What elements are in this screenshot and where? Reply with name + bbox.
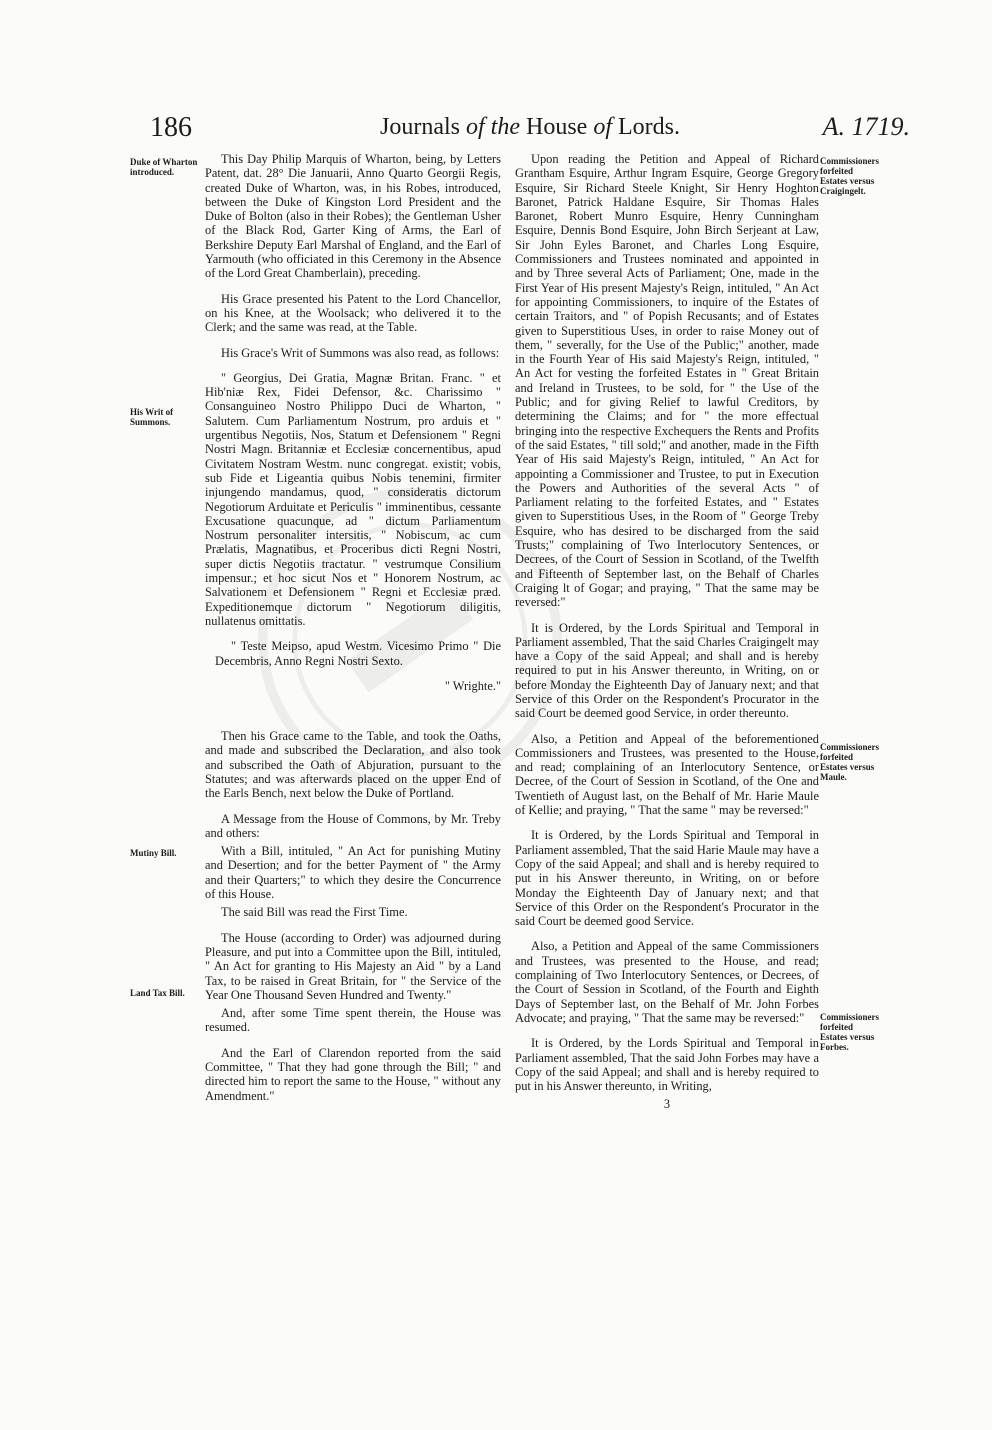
paragraph-resumed: And, after some Time spent therein, the House was resumed. xyxy=(205,1006,501,1035)
margin-note-maule: Commissioners forfeited Estates versus Maule. xyxy=(820,742,879,782)
signature-mark: 3 xyxy=(663,1097,671,1112)
paragraph-appeal-commissioners: Upon reading the Petition and Appeal of Richard Grantham Esquire, Arthur Ingram Esquire, George Gregory Esquire, Sir Richard Steele Knight, Sir Henry Hoghton Baronet, Patrick Haldane Esquire, Sir Thomas Hales Baronet, Robert Munro Esquire, Henry Cunningham Esquire, Dennis Bond Esquire, John Birch Serjeant at Law, Sir John Eyles Baronet, and Charles Long Esquire, Commissioners and Trustees nominated and appointed in and by Three several Acts of Parliament; One, made in the First Year of His present Majesty's Reign, intituled, " An Act for appointing Commissioners, to inquire of the Estates of certain Traitors, and " of Popish Recusants; and of Estates given to Superstitious Uses, in order to raise Money out of them, " severally, for the Use of the Public;" another, made in the Fourth Year of His said Majesty's Reign, intituled, " An Act for vesting the forfeited Estates in " Great Britain and Ireland in Trustees, to be sold, for " the Use of the Public; and for giving Relief to lawful Creditors, by determining the Claims; and for " the more effectual bringing into the respective Exchequers the Rents and Profits of the said Estates, " till sold;" and another, made in the Fifth Year of His said Majesty's Reign, intituled, " An Act for appointing a Commissioner and Trustee, to put in Execution the Powers and Authorities of the several Acts " of Parliament relating to the forfeited Estates, and " Estates given to Superstitious Uses, in the Room of " George Treby Esquire, who has desired to be discharged from the said Trusts;" complaining of Two Interlocutory Sentences, or Decrees, of the Court of Session in Scotland, of the Twelfth and Fifteenth of September last, on the Behalf of Charles Craiging lt of Gogar; and praying, " That the same may be reversed:" xyxy=(515,152,819,610)
paragraph-wharton-introduced: This Day Philip Marquis of Wharton, being, by Letters Patent, dat. 28° Die Januarii, Anno Quarto Georgii Regis, created Duke of Wharton, was, in his Robes, introduced, between the Duke of Kingston Lord President and the Duke of Bolton (also in their Robes); the Gentleman Usher of the Black Rod, Garter King of Arms, the Earl of Berkshire Deputy Earl Marshal of England, and the Earl of Yarmouth (who officiated in this Ceremony in the Absence of the Lord Great Chamberlain), preceding. xyxy=(205,152,501,281)
margin-note-forbes: Commissioners forfeited Estates versus Forbes. xyxy=(820,1012,879,1052)
paragraph-land-tax: The House (according to Order) was adjourned during Pleasure, and put into a Committee upon the Bill, intituled, " An Act for granting to His Majesty an Aid " by a Land Tax, to be raised in Great Britain, for " the Service of the Year One Thousand Seven Hundred and Twenty." xyxy=(205,930,501,1002)
paragraph-oaths: Then his Grace came to the Table, and took the Oaths, and made and subscribed the Declaration, and also took and subscribed the Oath of Abjuration, pursuant to the Statutes; and was afterwards placed on the upper End of the Earls Bench, next below the Duke of Portland. xyxy=(205,729,501,801)
paragraph-order-craigingelt: It is Ordered, by the Lords Spiritual and Temporal in Parliament assembled, That the said Charles Craigingelt may have a Copy of the said Appeal; and shall and is hereby required to put in his Answer thereunto, in Writing, on or before Monday the Eighteenth Day of January next; and that Service of this Order on the Respondent's Procurator in the said Court be deemed good Service, in order thereunto. xyxy=(515,620,819,721)
paragraph-patent: His Grace presented his Patent to the Lord Chancellor, on his Knee, at the Woolsack; who delivered it to the Clerk; and the same was read, at the Table. xyxy=(205,291,501,335)
left-column xyxy=(205,152,501,1114)
paragraph-mutiny-bill: With a Bill, intituled, " An Act for punishing Mutiny and Desertion; and for the better Payment of " the Army and their Quarters;" to which they desire the Concurrence of this House. xyxy=(205,844,501,902)
page-header xyxy=(150,112,910,152)
paragraph-appeal-maule: Also, a Petition and Appeal of the beforementioned Commissioners and Trustees, was presented to the House, and read; complaining of an Interlocutory Sentence, or Decree, of the Court of Session in Scotland, of the One and Twentieth of August last, on the Behalf of Mr. Harie Maule of Kellie; and praying, " That the same " may be reversed:" xyxy=(515,731,819,818)
title-part: of the xyxy=(466,114,520,140)
title-part: House xyxy=(520,114,594,140)
margin-note-craigingelt: Commissioners forfeited Estates versus Craigingelt. xyxy=(820,156,879,196)
title-part: of xyxy=(593,114,612,140)
paragraph-appeal-forbes: Also, a Petition and Appeal of the same Commissioners and Trustees, was presented to the House, and read; complaining of Two Interlocutory Sentences, or Decrees, of the Court of Session in Scotland, of the Fourth and Eighth Days of September last, on the Behalf of Mr. John Forbes Advocate; and praying, " That the same may be reversed:" xyxy=(515,939,819,1025)
right-column xyxy=(515,152,819,1112)
paragraph-first-reading: The said Bill was read the First Time. xyxy=(221,905,408,920)
title-part: Journals xyxy=(380,114,466,140)
margin-note-wharton: Duke of Wharton introduced. xyxy=(130,157,198,177)
running-title xyxy=(150,114,910,141)
paragraph-clarendon-report: And the Earl of Clarendon reported from the said Committee, " That they had gone through the Bill; " and directed him to report the same to the House, " without any Amendment." xyxy=(205,1045,501,1103)
paragraph-writ-latin: " Georgius, Dei Gratia, Magnæ Britan. Franc. " et Hib'niæ Rex, Fidei Defensor, &c. Charissimo " Consanguineo Nostro Philippo Duci de Wharton, " Salutem. Cum Parliamentum Nostrum, pro arduis et " urgentibus Negotiis, Nos, Statum et Defensionem " Regni Nostri Magn. Britanniæ et Ecclesiæ concernentibus, apud Civitatem Nostram Westm. nunc congregat. existit; vobis, sub Fide et Ligeantia quibus Nobis tenemini, firmiter injungendo mandamus, quod, " consideratis dictorum Negotiorum Arduitate et Periculis " imminentibus, cessante Excusatione quacunque, ad " dictum Parliamentum Nostrum personaliter intersitis, " Nobiscum, ac cum Prælatis, Magnatibus, et Proceribus dicti Regni Nostri, super dictis Negotiis tractatur. " vestrumque Consilium impensur.; et hoc sicut Nos et " Honorem Nostrum, ac Salvationem et Defensionem " Regni et Ecclesiæ præd. Expeditionemque dictorum " Negotiorum diligitis, nullatenus omittatis. xyxy=(205,370,501,628)
paragraph-order-maule: It is Ordered, by the Lords Spiritual and Temporal in Parliament assembled, That the said Harie Maule may have a Copy of the said Appeal; and shall and is hereby required to put in his Answer thereunto, in Writing, on or before Monday the Eighteenth Day of January next; and that Service of this Order on the Respondent's Procurator in the said Court be deemed good Service. xyxy=(515,828,819,929)
margin-note-landtax: Land Tax Bill. xyxy=(130,988,185,998)
paragraph-message: A Message from the House of Commons, by Mr. Treby and others: xyxy=(205,811,501,840)
margin-note-mutiny: Mutiny Bill. xyxy=(130,848,177,858)
paragraph-writ-intro: His Grace's Writ of Summons was also read, as follows: xyxy=(221,345,500,360)
margin-note-writ: His Writ of Summons. xyxy=(130,407,174,427)
title-part: Lords. xyxy=(612,114,680,140)
paragraph-teste: " Teste Meipso, apud Westm. Vicesimo Primo " Die Decembris, Anno Regni Nostri Sexto. xyxy=(215,639,501,668)
year-heading: A. 1719. xyxy=(822,112,910,141)
page-number: 186 xyxy=(150,112,192,143)
paragraph-order-forbes: It is Ordered, by the Lords Spiritual and Temporal in Parliament assembled, That the said John Forbes may have a Copy of the said Appeal; and shall and is hereby required to put in his Answer thereunto, in Writing, xyxy=(515,1036,819,1094)
paragraph-wrighte: " Wrighte." xyxy=(444,678,501,693)
